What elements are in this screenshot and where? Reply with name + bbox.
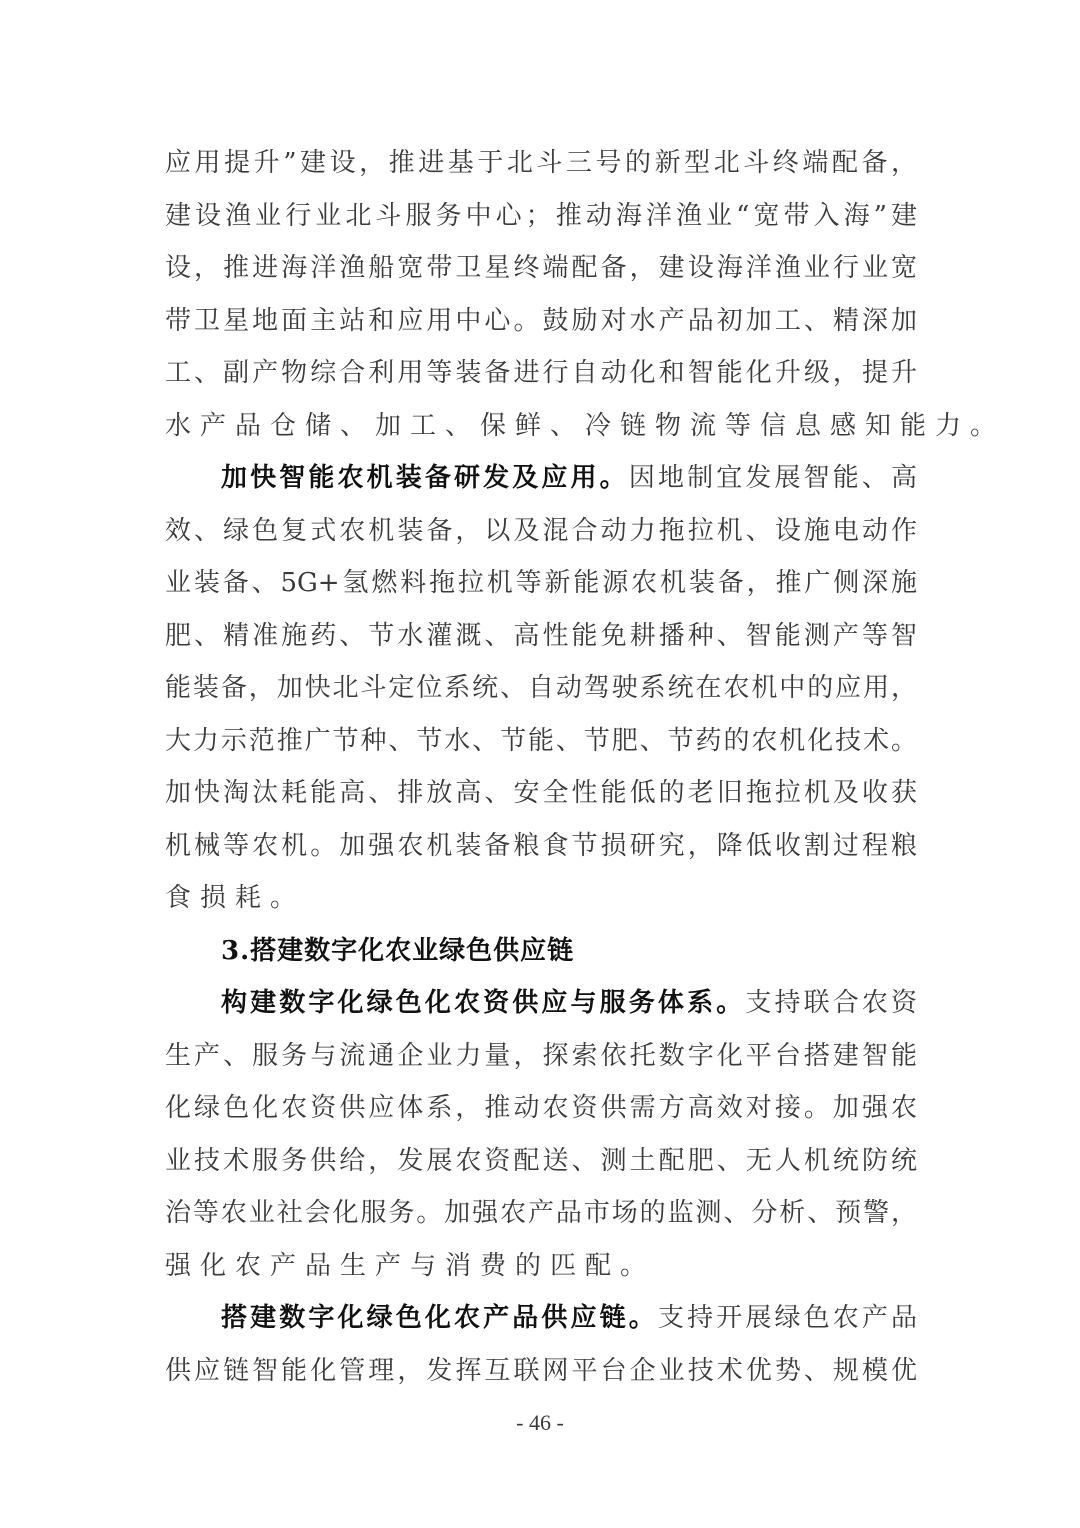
section-heading — [165, 925, 917, 978]
section-heading-text: 3.搭建数字化农业绿色供应链 — [221, 935, 575, 966]
text-line: 生产、服务与流通企业力量，探索依托数字化平台搭建智能 — [165, 1040, 917, 1071]
text-line-lead: 构建数字化绿色化农资供应与服务体系。支持联合农资 — [221, 988, 917, 1018]
text-line: 强化农产品生产与消费的匹配。 — [165, 1250, 656, 1281]
text-line: 业技术服务供给，发展农资配送、测土配肥、无人机统防统 — [165, 1145, 917, 1176]
paragraph-lead-bold: 加快智能农机装备研发及应用。 — [221, 463, 629, 493]
paragraph-smart-agri-machinery — [165, 452, 917, 925]
paragraph-fishery-beidou — [165, 137, 1006, 452]
text-line: 大力示范推广节种、节水、节能、节肥、节药的农机化技术。 — [165, 725, 917, 756]
text-line: 能装备，加快北斗定位系统、自动驾驶系统在农机中的应用， — [165, 673, 917, 703]
page-number: - 46 - — [516, 1410, 564, 1435]
text-line: 业装备、5G+氢燃料拖拉机等新能源农机装备，推广侧深施 — [165, 568, 917, 598]
text-line-lead: 搭建数字化绿色化农产品供应链。支持开展绿色农产品 — [221, 1303, 917, 1333]
text-line: 机械等农机。加强农机装备粮食节损研究，降低收割过程粮 — [165, 830, 917, 861]
paragraph-lead-bold: 构建数字化绿色化农资供应与服务体系。 — [221, 988, 746, 1018]
paragraph-agri-supply-service — [165, 977, 917, 1292]
text-line: 供应链智能化管理，发挥互联网平台企业技术优势、规模优 — [165, 1355, 917, 1386]
text-line: 建设渔业行业北斗服务中心；推动海洋渔业“宽带入海”建 — [165, 200, 917, 231]
text-line: 治等农业社会化服务。加强农产品市场的监测、分析、预警， — [165, 1198, 917, 1228]
text-line: 食损耗。 — [165, 883, 306, 913]
text-line: 加快淘汰耗能高、排放高、安全性能低的老旧拖拉机及收获 — [165, 778, 917, 808]
paragraph-lead-bold: 搭建数字化绿色化农产品供应链。 — [221, 1303, 658, 1333]
text-line: 设，推进海洋渔船宽带卫星终端配备，建设海洋渔业行业宽 — [165, 253, 917, 283]
paragraph-agri-product-supply-chain — [165, 1292, 917, 1397]
text-line: 效、绿色复式农机装备，以及混合动力拖拉机、设施电动作 — [165, 515, 917, 546]
text-line: 肥、精准施药、节水灌溉、高性能免耕播种、智能测产等智 — [165, 620, 917, 651]
document-body — [165, 137, 1006, 1397]
text-line: 水产品仓储、加工、保鲜、冷链物流等信息感知能力。 — [165, 410, 1006, 441]
text-line: 化绿色化农资供应体系，推动农资供需方高效对接。加强农 — [165, 1093, 917, 1123]
text-line: 工、副产物综合利用等装备进行自动化和智能化升级，提升 — [165, 358, 917, 388]
text-line-lead: 加快智能农机装备研发及应用。因地制宜发展智能、高 — [221, 463, 917, 493]
text-line: 带卫星地面主站和应用中心。鼓励对水产品初加工、精深加 — [165, 305, 917, 336]
text-line: 应用提升”建设，推进基于北斗三号的新型北斗终端配备， — [165, 148, 917, 178]
